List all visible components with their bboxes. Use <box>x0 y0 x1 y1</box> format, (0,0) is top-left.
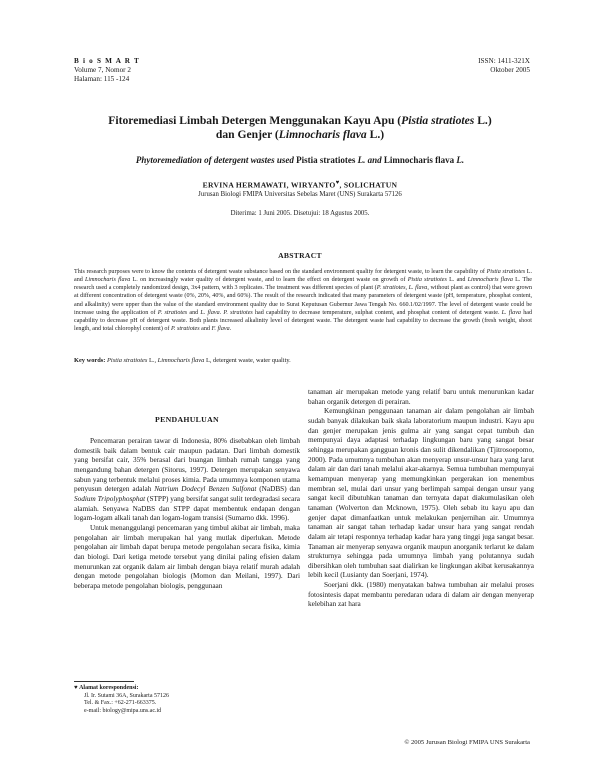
received-accepted-dates: Diterima: 1 Juni 2005. Disetujui: 18 Agustus 2005. <box>230 210 370 217</box>
left-column <box>74 437 300 592</box>
heart-icon: ♥ <box>74 685 78 691</box>
journal-name: B i o S M A R T <box>74 57 140 65</box>
abstract-heading: ABSTRACT <box>278 251 322 260</box>
footnote-divider <box>74 681 134 682</box>
paragraph: Kemungkinan penggunaan tanaman air dalam pengolahan air limbah sudah banyak dilakukan baik skala laboratorium maupun industri. Kayu apu dan genjer merupakan jenis gulma air yang sangat cepat tumbuh dan mempunyai daya adaptasi terhadap lingkungan baru yang sangat besar sehingga merupakan gangguan kronis dan sulit dikendalikan (Tjitrosoepomo, 2000). Pada umumnya tumbuhan akan menyerap unsur-unsur hara yang larut dalam air dan dari tanah melalui akar-akarnya. Semua tumbuhan mempunyai kemampuan menyerap yang memungkinkan pergerakan ion menembus membran sel, mulai dari unsur yang berlimpah sampai dengan unsur yang sangat kecil dibutuhkan tanaman dan ternyata dapat diakumulasikan oleh tanaman (Wolverton dan Mcknown, 1975). Oleh sebab itu kayu apu dan genjer dapat dimanfaatkan untuk melakukan penjernihan air. Umumnya tanaman air sangat tahan terhadap kadar unsur hara yang sangat rendah dalam air tetapi responnya terhadap kadar hara yang tinggi juga sangat besar. Tanaman air menyerap senyawa organik maupun anorganik terlarut ke dalam strukturnya sehingga pada umumnya limbah yang polutannya sudah dibersihkan oleh tumbuhan saat dialirkan ke lingkungan akibat kerusakannya lebih kecil (Lusianty dan Soerjani, 1974). <box>308 407 534 580</box>
corr-email: e-mail: biology@mipa.uns.ac.id <box>84 707 162 714</box>
paragraph: Soerjani dkk. (1980) menyatakan bahwa tumbuhan air melalui proses fotosintesis dapat membantu peredaran udara di dalam air dengan menyerap kelebihan zat hara <box>308 581 534 609</box>
paragraph: Untuk menanggulangi pencemaran yang timbul akibat air limbah, maka pengolahan air limbah merupakan hal yang mutlak diperlukan. Metode pengolahan air limbah dapat berupa metode pengolahan secara fisika, kimia dan biologi. Dari ketiga metode tersebut yang dinilai paling efisien dalam menurunkan zat organik dalam air limbah dengan biaya relatif murah adalah dengan metode pengolahan biologis (Momon dan Meilani, 1997). Dari beberapa metode pengolahan biologis, penggunaan <box>74 523 300 590</box>
affiliation: Jurusan Biologi FMIPA Universitas Sebelas Maret (UNS) Surakarta 57126 <box>198 191 402 198</box>
correspondence-mark: ♥ <box>335 180 340 186</box>
author-list: ERVINA HERMAWATI, WIRYANTO♥, SOLICHATUN <box>202 180 398 190</box>
section-heading: PENDAHULUAN <box>155 415 219 424</box>
keywords: Key words: Pistia stratiotes L., Limnocharis flava L, detergent waste, water quality. <box>74 357 291 364</box>
paper-subtitle: Phytoremediation of detergent wastes used Pistia stratiotes L. and Limnocharis flava L. <box>135 155 465 165</box>
issn-header <box>478 57 530 75</box>
correspondence-footnote: ♥ Alamat korespondensi: Jl. Ir. Sutami 36A, Surakarta 57126 Tel. & Fax.: +62-271-663375. e-mail: biology@mipa.uns.ac.id <box>74 685 169 714</box>
paragraph: Pencemaran perairan tawar di Indonesia, 80% disebabkan oleh limbah domestik baik dalam bentuk cair maupun padatan. Dari limbah domestik yang bersifat cair, 35% berasal dari buangan limbah rumah tangga yang mengandung bahan detergen (Sitorus, 1997). Detergen merupakan senyawa sabun yang terbentuk melalui proses kimia. Pada umumnya komponen utama penyusun detergen adalah Natrium Dodecyl Benzen Sulfonat (NaDBS) dan Sodium Tripolyphosphat (STPP) yang bersifat sangat sulit terdegradasi secara alamiah. Senyawa NaDBS dan STPP dapat membentuk endapan dengan logam-logam alkali tanah dan logam-logam transisi (Sumarno dkk. 1996). <box>74 437 300 523</box>
journal-volume: Volume 7, Nomor 2 <box>74 66 131 74</box>
journal-header <box>74 57 140 84</box>
right-column <box>308 388 534 610</box>
issue-date: Oktober 2005 <box>490 66 530 74</box>
corr-address: Jl. Ir. Sutami 36A, Surakarta 57126 <box>84 692 169 699</box>
paper-title: Fitoremediasi Limbah Detergen Menggunakan Kayu Apu (Pistia stratiotes L.) dan Genjer (Limnocharis flava L.) <box>108 114 492 141</box>
paragraph: tanaman air merupakan metode yang relatif baru untuk menurunkan kadar bahan organik detergen di perairan. <box>308 388 534 406</box>
issn: ISSN: 1411-321X <box>478 57 530 65</box>
corr-phone: Tel. & Fax.: +62-271-663375. <box>84 700 157 706</box>
journal-pages: Halaman: 115 -124 <box>74 75 130 83</box>
abstract-body: This research purposes were to know the contents of detergent waste substance based on the standard environment quality for detergent waste, to learn the capability of Pistia stratiotes L. and Limnocharis flava L. on increasingly water quality of detergent waste, and to learn the effect on detergent waste on growth of Pistia stratiotes L. and Limnocharis flava L. The research used a completely randomized design, 3x4 pattern, with 3 replicates. The treatment was different species of plant (P. stratiotes, L. flava, without plant as control) that were grown at different concentration of detergent waste (0%, 20%, 40%, and 60%). The result of the research indicated that many parameters of detergent waste (pH, temperature, phosphat content, and alkalinity) were upper than the value of the standard environment quality due to Surat Keputusan Gubernur Jawa Tengah No. 660.1/02/1997. The level of detergent waste could be increase using the application of P. stratiotes and L. flava. P. stratiotes had capability to decrease temperature, sulphat content, and phosphat content of detergent waste. L. flava had capability to decrease pH of detergent waste. Both plants increased alkalinity level of detergent waste. The detergent waste had capability to decrease the growth (fresh weight, shoot length, and total chlorophyl content) of P. stratiotes and F. flava. <box>74 269 532 333</box>
copyright-footer: © 2005 Jurusan Biologi FMIPA UNS Surakarta <box>404 739 530 746</box>
